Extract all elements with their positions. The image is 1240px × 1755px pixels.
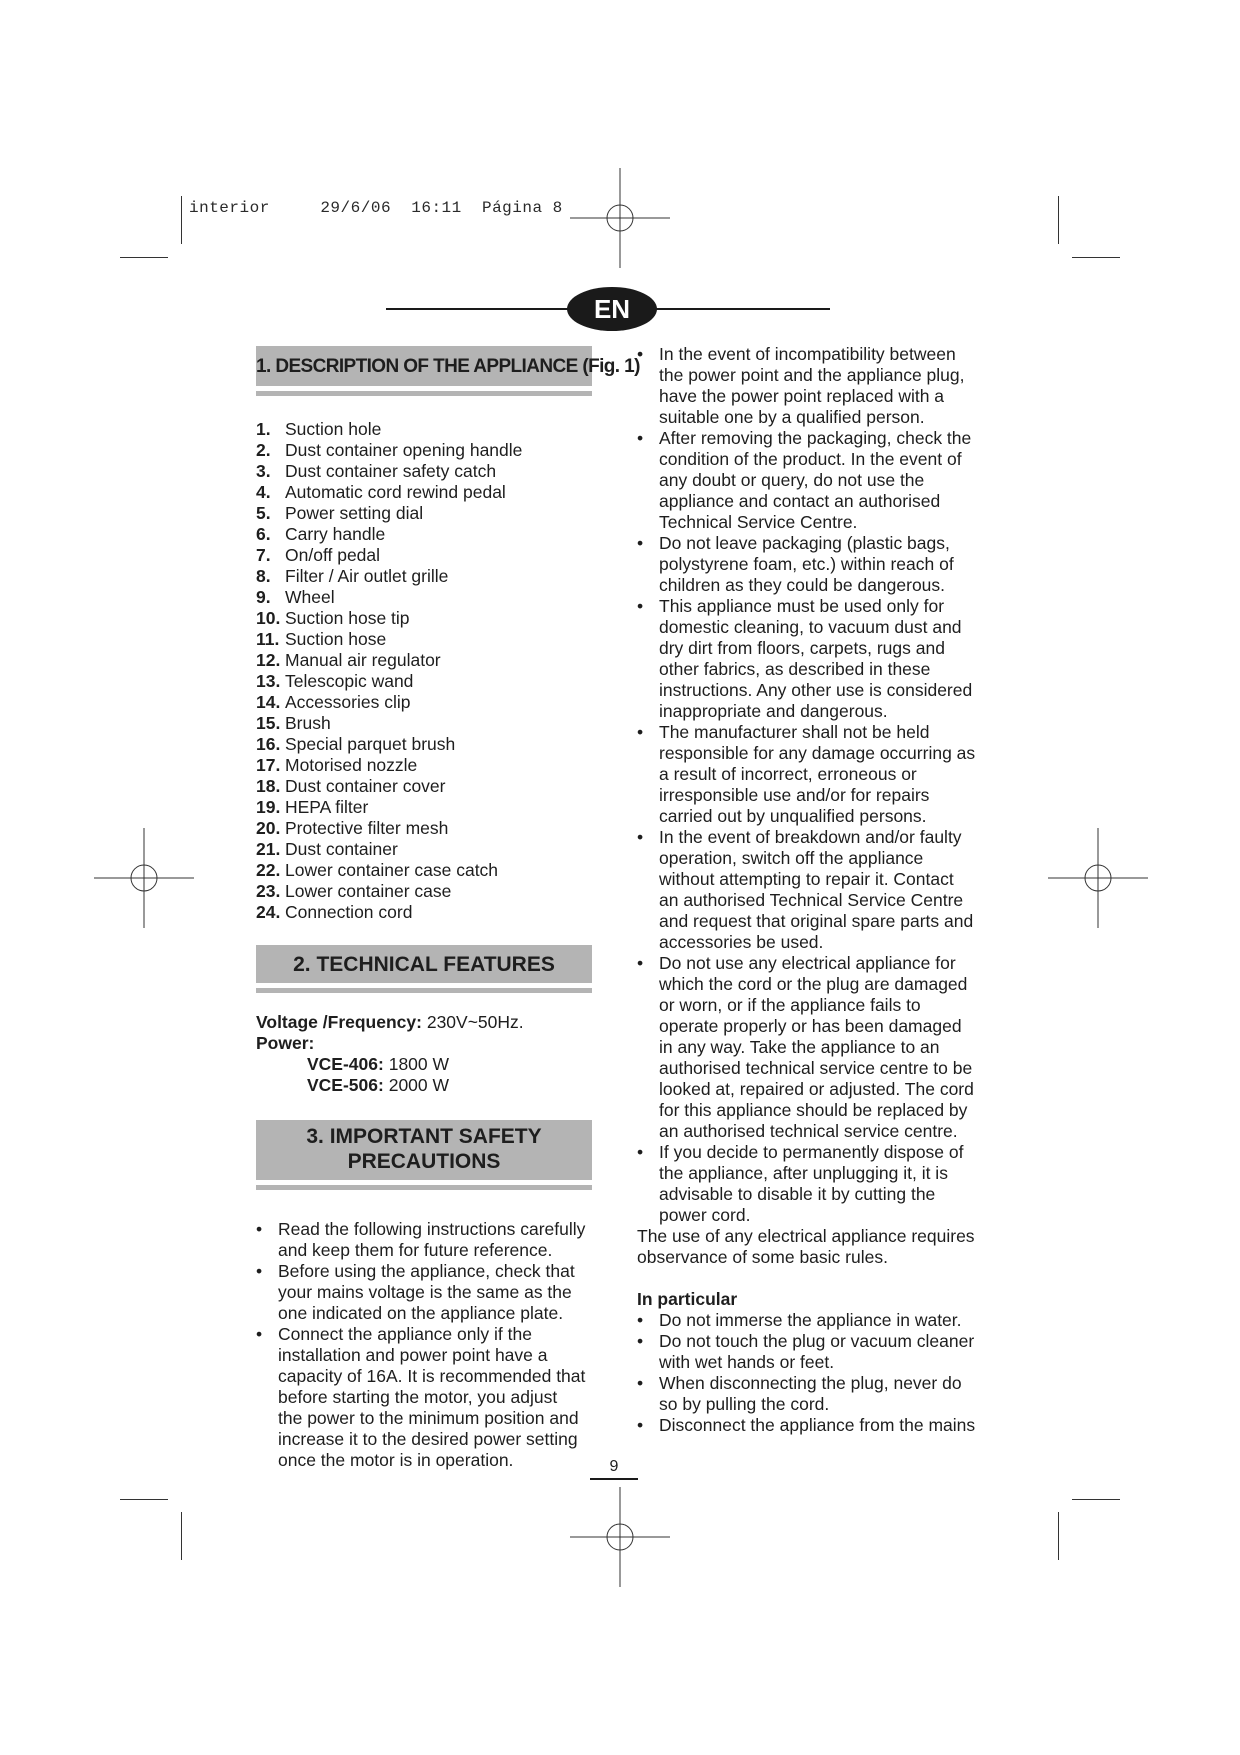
crop-mark-tr-horizontal: [1072, 257, 1120, 258]
crop-mark-bl-horizontal: [120, 1499, 168, 1500]
left-column: [256, 346, 640, 1471]
slug-time: 16:11: [411, 199, 462, 217]
list-item: 8. Filter / Air outlet grille: [256, 566, 449, 586]
list-item: • This appliance must be used only for domestic cleaning, to vacuum dust and dry dirt from floors, carpets, rugs and other fabrics, as described in these instructions. Any other use is considered inappropriate and dangerous.: [637, 596, 977, 722]
list-item: • Do not leave packaging (plastic bags, polystyrene foam, etc.) within reach of children as they could be dangerous.: [637, 533, 977, 596]
parts-list: [256, 419, 592, 923]
list-item: 13. Telescopic wand: [256, 671, 414, 691]
list-item: • Do not touch the plug or vacuum cleaner with wet hands or feet.: [637, 1331, 977, 1373]
language-badge: EN: [567, 287, 657, 331]
list-item: • After removing the packaging, check the condition of the product. In the event of any doubt or query, do not use the appliance and contact an authorised Technical Service Centre.: [637, 428, 977, 533]
list-item: 19. HEPA filter: [256, 797, 369, 817]
safety-list-left: [256, 1219, 586, 1471]
crop-mark-tr-vertical: [1058, 196, 1059, 244]
page-number: 9: [590, 1458, 638, 1480]
list-item: 3. Dust container safety catch: [256, 461, 497, 481]
in-particular-heading: In particular: [637, 1289, 738, 1309]
slug-page: Página 8: [481, 199, 563, 217]
list-item: 18. Dust container cover: [256, 776, 446, 796]
list-item: • Do not use any electrical appliance for which the cord or the plug are damaged or worn, or if the appliance fails to operate properly or has been damaged in any way. Take the appliance to an authorised technical service centre to be looked at, repaired or adjusted. The cord for this appliance should be replaced by an authorised technical service centre.: [637, 953, 977, 1142]
particular-list: [637, 1310, 977, 1436]
registration-mark-right-icon: [1048, 828, 1148, 928]
list-item: 16. Special parquet brush: [256, 734, 456, 754]
list-item: 4. Automatic cord rewind pedal: [256, 482, 506, 502]
safety-list-right: [637, 344, 977, 1226]
list-item: 23. Lower container case: [256, 881, 452, 901]
list-item: • When disconnecting the plug, never do so by pulling the cord.: [637, 1373, 977, 1415]
crop-mark-tl-vertical: [181, 196, 182, 244]
section-description-heading: 1. DESCRIPTION OF THE APPLIANCE (Fig. 1): [256, 346, 592, 391]
right-column: [637, 344, 977, 1436]
registration-mark-top-icon: [570, 168, 670, 268]
slug-file: interior: [189, 199, 270, 217]
list-item: 22. Lower container case catch: [256, 860, 499, 880]
crop-mark-br-vertical: [1058, 1512, 1059, 1560]
list-item: • Before using the appliance, check that your mains voltage is the same as the one indicated on the appliance plate.: [256, 1261, 586, 1324]
list-item: 7. On/off pedal: [256, 545, 381, 565]
section-safety-heading: 3. IMPORTANT SAFETY PRECAUTIONS: [256, 1120, 592, 1185]
list-item: • Connect the appliance only if the installation and power point have a capacity of 16A. It is recommended that before starting the motor, you adjust the power to the minimum position and increase it to the desired power setting once the motor is in operation.: [256, 1324, 586, 1471]
model-406-line: VCE-406: 1800 W: [307, 1054, 450, 1074]
list-item: 10. Suction hose tip: [256, 608, 410, 628]
list-item: • Read the following instructions carefully and keep them for future reference.: [256, 1219, 586, 1261]
list-item: 11. Suction hose: [256, 629, 387, 649]
language-rule-right: [648, 308, 830, 310]
list-item: 2. Dust container opening handle: [256, 440, 523, 460]
list-item: 14. Accessories clip: [256, 692, 411, 712]
print-slug: [189, 199, 563, 217]
crop-mark-tl-horizontal: [120, 257, 168, 258]
voltage-line: Voltage /Frequency: 230V~50Hz.: [256, 1012, 524, 1032]
list-item: 17. Motorised nozzle: [256, 755, 418, 775]
registration-mark-left-icon: [94, 828, 194, 928]
list-item: 6. Carry handle: [256, 524, 386, 544]
list-item: 12. Manual air regulator: [256, 650, 441, 670]
list-item: • Disconnect the appliance from the mains: [637, 1415, 977, 1436]
list-item: 24. Connection cord: [256, 902, 413, 922]
list-item: • In the event of incompatibility between the power point and the appliance plug, have the power point replaced with a suitable one by a qualified person.: [637, 344, 977, 428]
model-506-line: VCE-506: 2000 W: [307, 1075, 450, 1095]
list-item: 1. Suction hole: [256, 419, 382, 439]
list-item: • The manufacturer shall not be held responsible for any damage occurring as a result of incorrect, erroneous or irresponsible use and/or for repairs carried out by unqualified persons.: [637, 722, 977, 827]
crop-mark-bl-vertical: [181, 1512, 182, 1560]
list-item: 9. Wheel: [256, 587, 335, 607]
section-technical-heading: 2. TECHNICAL FEATURES: [256, 945, 592, 988]
list-item: • Do not immerse the appliance in water.: [637, 1310, 977, 1331]
slug-date: 29/6/06: [320, 199, 392, 217]
list-item: • In the event of breakdown and/or faulty operation, switch off the appliance without attempting to repair it. Contact an authorised Technical Service Centre and request that original spare parts and accessories be used.: [637, 827, 977, 953]
power-label: Power:: [256, 1033, 315, 1053]
list-item: 15. Brush: [256, 713, 331, 733]
list-item: 5. Power setting dial: [256, 503, 424, 523]
technical-specs: [256, 1012, 592, 1096]
list-item: 20. Protective filter mesh: [256, 818, 449, 838]
list-item: 21. Dust container: [256, 839, 398, 859]
rules-paragraph: The use of any electrical appliance requires observance of some basic rules.: [637, 1226, 975, 1267]
crop-mark-br-horizontal: [1072, 1499, 1120, 1500]
list-item: • If you decide to permanently dispose of the appliance, after unplugging it, it is advisable to disable it by cutting the power cord.: [637, 1142, 977, 1226]
language-rule-left: [386, 308, 576, 310]
registration-mark-bottom-icon: [570, 1487, 670, 1587]
